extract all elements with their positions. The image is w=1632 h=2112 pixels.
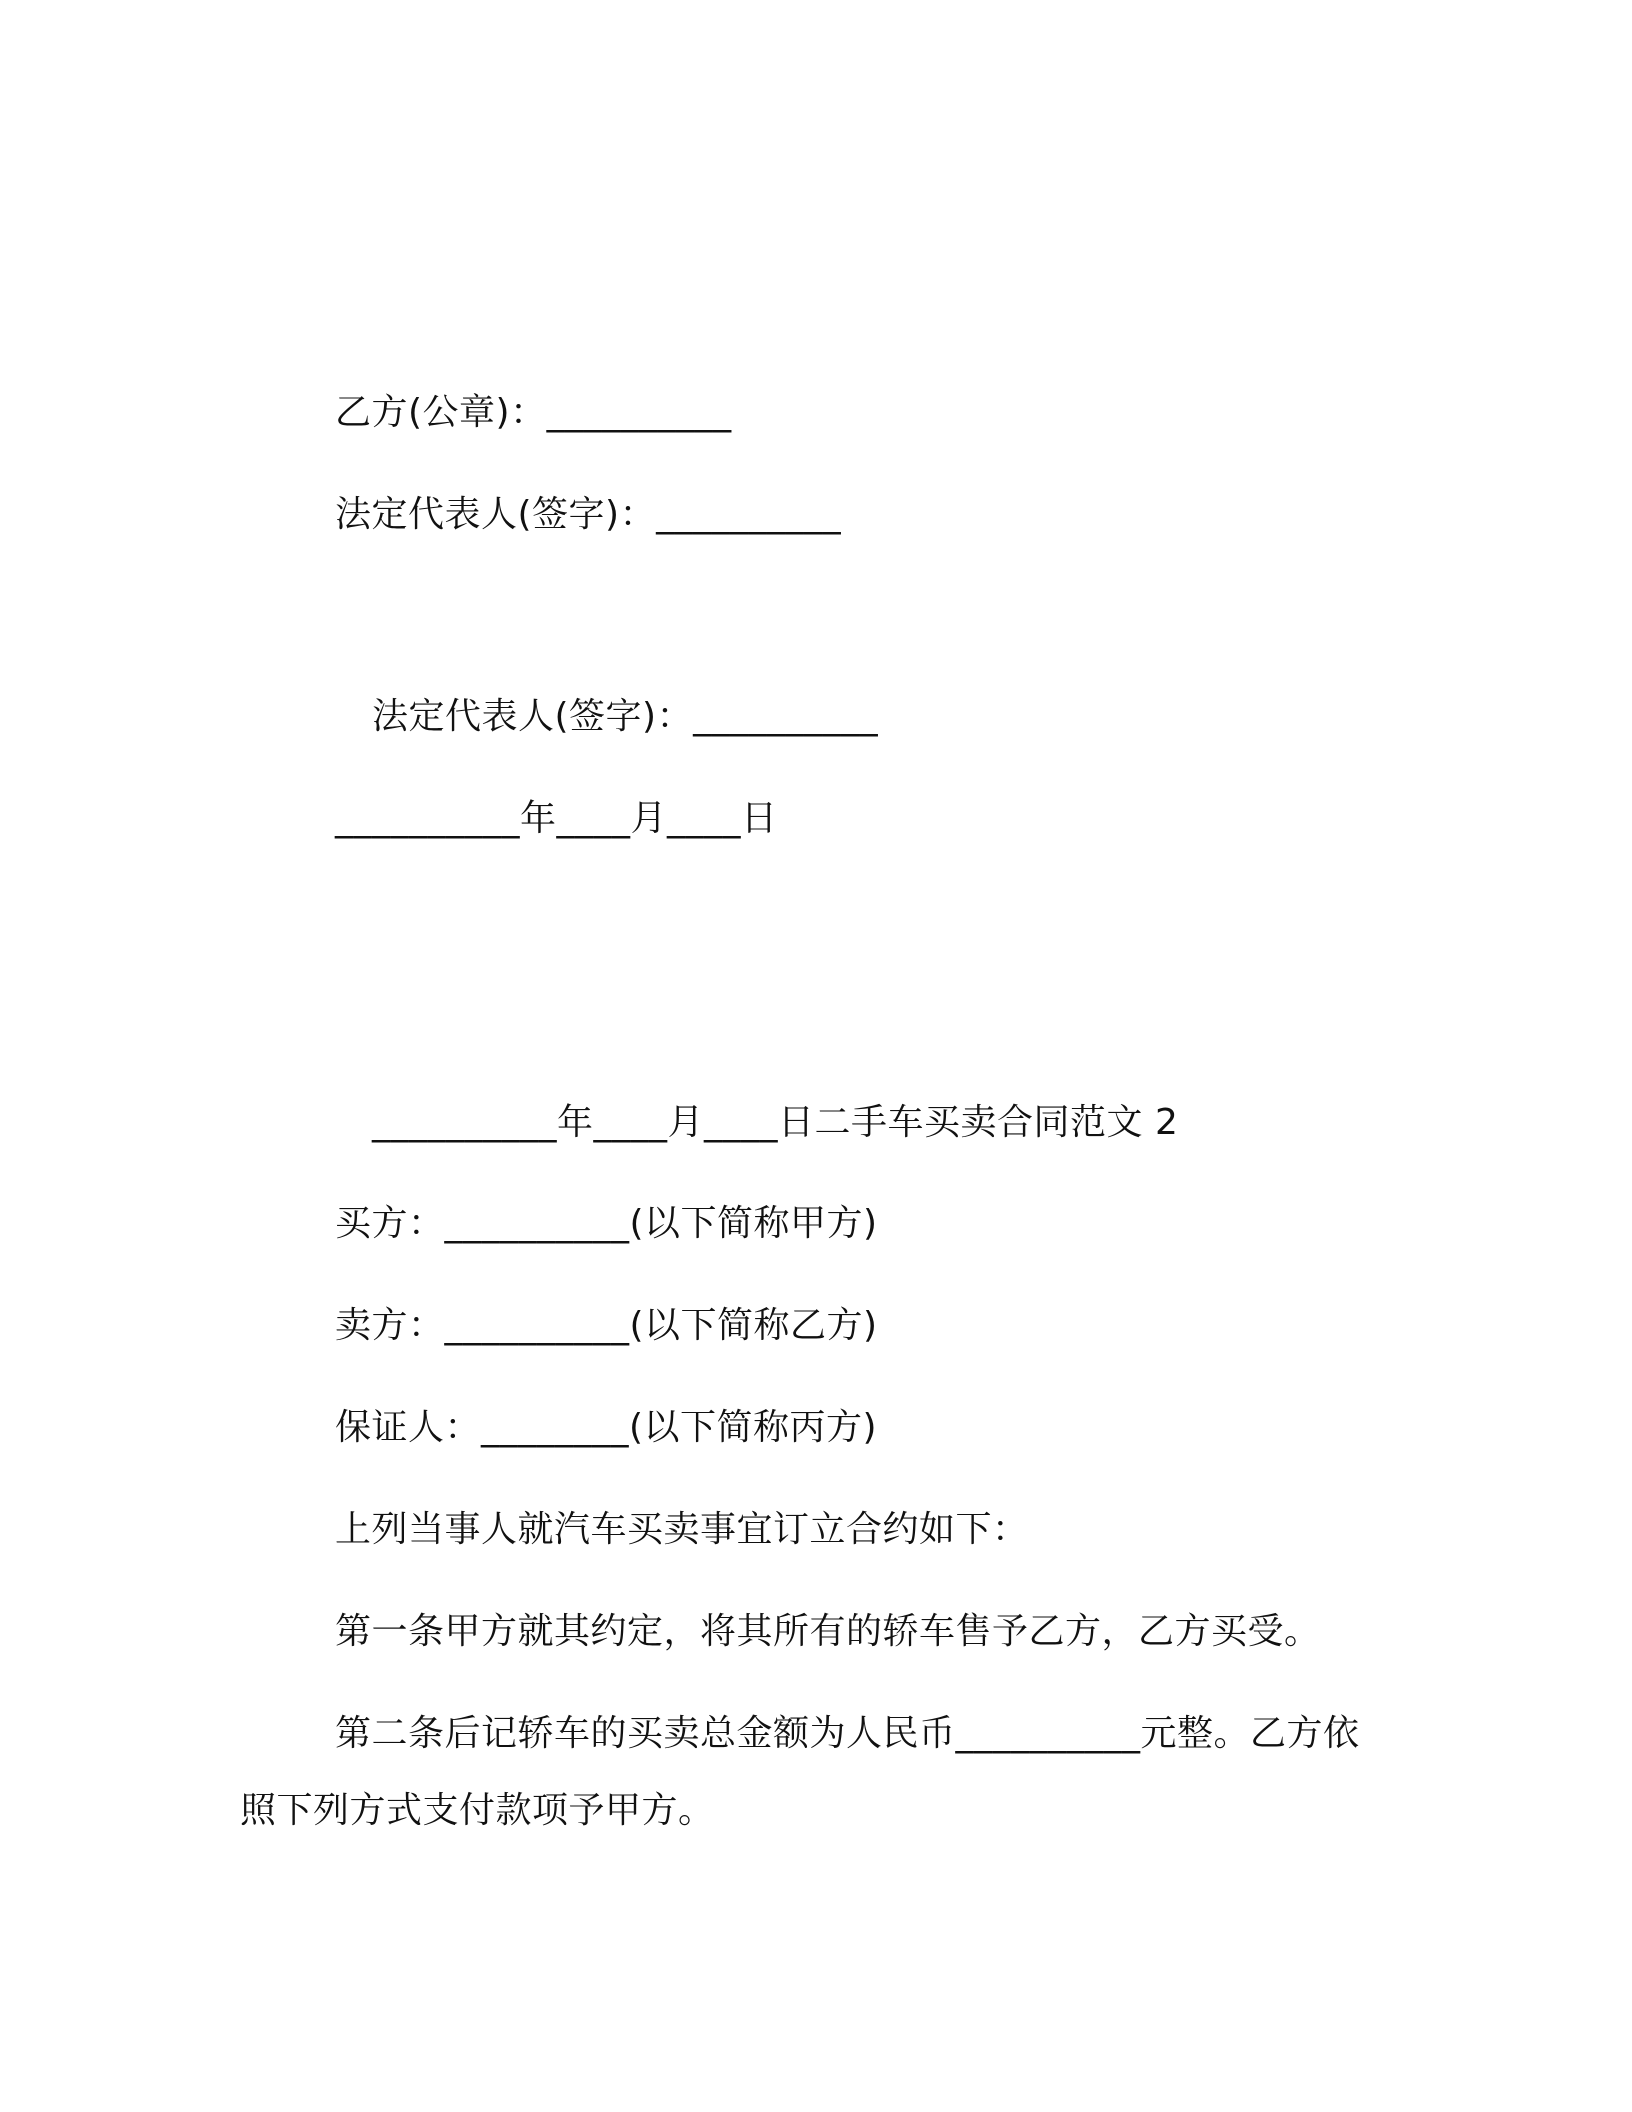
party-b-seal-line: 乙方(公章)：__________ (335, 392, 732, 433)
contract-title-line: __________年____月____日二手车买卖合同范文 2 (372, 1102, 1179, 1143)
legal-representative-signature-line-2: 法定代表人(签字)：__________ (372, 696, 879, 737)
article-1: 第一条甲方就其约定，将其所有的轿车售予乙方，乙方买受。 (335, 1611, 1321, 1652)
article-2: 第二条后记轿车的买卖总金额为人民币__________元整。乙方依 (335, 1713, 1360, 1754)
date-line: __________年____月____日 (335, 798, 778, 839)
buyer-line: 买方：__________(以下简称甲方) (335, 1203, 878, 1244)
article-2-continued: 照下列方式支付款项予甲方。 (240, 1790, 715, 1831)
intro-clause: 上列当事人就汽车买卖事宜订立合约如下： (335, 1509, 1029, 1550)
legal-representative-signature-line: 法定代表人(签字)：__________ (335, 494, 842, 535)
seller-line: 卖方：__________(以下简称乙方) (335, 1305, 878, 1346)
guarantor-line: 保证人：________(以下简称丙方) (335, 1407, 878, 1448)
